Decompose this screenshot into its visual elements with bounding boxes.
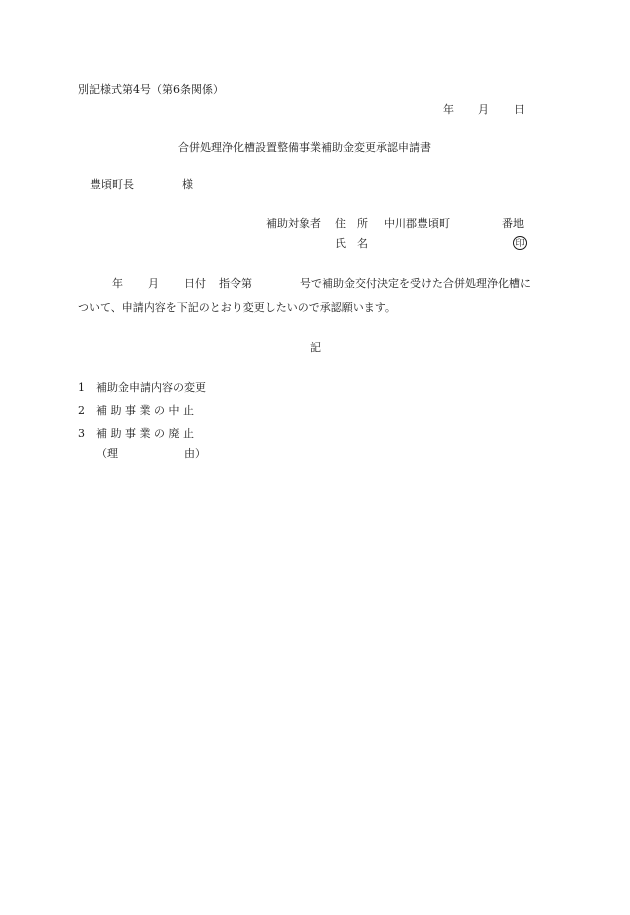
list-item-number: 1 [78, 381, 85, 394]
address-value: 中川郡豊頃町 [384, 217, 450, 230]
list-item-text: 補助金申請内容の変更 [96, 381, 206, 394]
document-title: 合併処理浄化槽設置整備事業補助金変更承認申請書 [178, 141, 431, 154]
addressee-honorific: 様 [182, 178, 193, 191]
name-label: 氏 名 [335, 237, 368, 250]
body-day: 日付 [184, 277, 206, 290]
addressee-name: 豊頃町長 [90, 178, 134, 191]
reason-close: 由） [184, 447, 206, 460]
reason-open: （理 [96, 447, 118, 460]
date-month-label: 月 [478, 103, 489, 116]
lot-label: 番地 [502, 217, 524, 230]
list-item-text: 補 助 事 業 の 中 止 [96, 404, 194, 417]
body-line2: ついて、申請内容を下記のとおり変更したいので承認願います。 [78, 301, 396, 314]
body-line1-rest: 号で補助金交付決定を受けた合併処理浄化槽に [300, 277, 531, 290]
list-item-number: 2 [78, 404, 85, 417]
body-month: 月 [148, 277, 159, 290]
address-label: 住 所 [335, 217, 368, 230]
list-item-number: 3 [78, 427, 85, 440]
body-year: 年 [112, 277, 123, 290]
form-number: 別記様式第4号（第6条関係） [78, 83, 224, 96]
body-directive: 指令第 [219, 277, 252, 290]
ki-heading: 記 [310, 341, 321, 354]
date-day-label: 日 [514, 103, 525, 116]
seal-mark: 印 [513, 236, 527, 250]
applicant-label: 補助対象者 [266, 217, 321, 230]
list-item-text: 補 助 事 業 の 廃 止 [96, 427, 194, 440]
date-year-label: 年 [443, 103, 454, 116]
